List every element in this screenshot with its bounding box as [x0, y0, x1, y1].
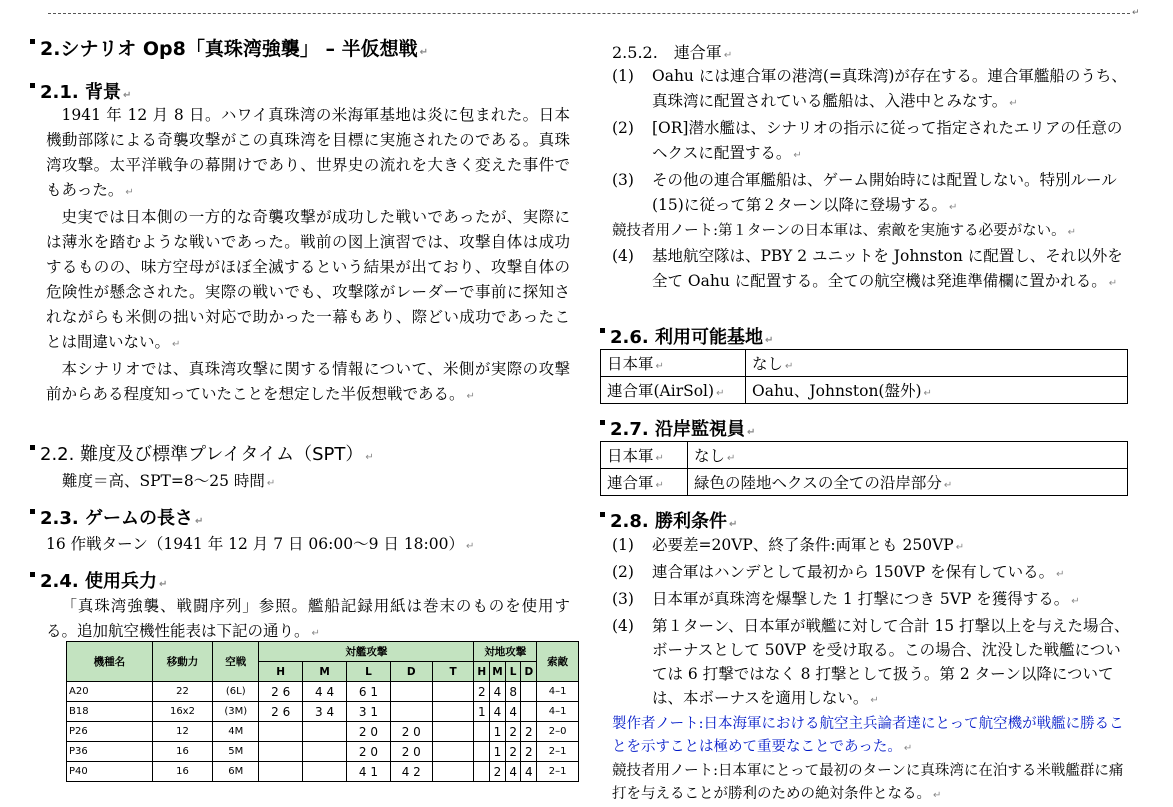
header-recon: 索敵: [537, 642, 579, 682]
cell-naval-m: 3 4: [303, 702, 347, 722]
header-ground-h: H: [474, 662, 490, 682]
cell-naval-h: [259, 722, 303, 742]
cell-recon: 2–1: [537, 762, 579, 782]
cell-ground-d: [521, 702, 537, 722]
cell-name: B18: [67, 702, 153, 722]
list-item: (3) 日本軍が真珠湾を爆撃した 1 打撃につき 5VP を獲得する。 ↵: [612, 590, 1080, 608]
cell-ground-m: 1: [490, 722, 506, 742]
top-rule: [48, 13, 1130, 14]
section-2-4-heading: 2.4. 使用兵力 ↵: [30, 567, 167, 593]
header-range: 空戦: [213, 642, 259, 682]
cell-ground-d: 2: [521, 742, 537, 762]
cell-naval-m: [303, 722, 347, 742]
side-cell: 日本軍 ↵: [601, 350, 746, 377]
cell-range: 6M: [213, 762, 259, 782]
cell-naval-t: [432, 762, 474, 782]
cell-ground-h: 2: [474, 682, 490, 702]
coastwatchers-table: [600, 441, 1128, 496]
cell-ground-l: 4: [505, 702, 521, 722]
background-paragraph: 本シナリオでは、真珠湾攻撃に関する情報について、米側が実際の攻撃前からある程度知っていたことを想定した半仮想戦である。 ↵: [46, 360, 570, 403]
table-row: [67, 682, 579, 702]
background-paragraph: 1941 年 12 月 8 日。ハワイ真珠湾の米海軍基地は炎に包まれた。日本機動部隊による奇襲攻撃がこの真珠湾を目標に実施されたのである。真珠湾攻撃。太平洋戦争の幕開けであり、世界史の流れを大きく変えた事件でもあった。 ↵: [46, 106, 570, 199]
list-item: (1) Oahu には連合軍の港湾(=真珠湾)が存在する。連合軍艦船のうち、真珠湾に配置されている艦船は、入港中とみなす。 ↵: [612, 67, 1127, 110]
section-2-2-heading: 2.2. 難度及び標準プレイタイム（SPT） ↵: [30, 440, 374, 466]
header-ground-d: D: [521, 662, 537, 682]
header-naval-h: H: [259, 662, 303, 682]
header-ground: 対地攻撃: [474, 642, 537, 662]
section-2-6-heading: 2.6. 利用可能基地 ↵: [600, 323, 773, 349]
game-length-text: 16 作戦ターン（1941 年 12 月 7 日 06:00～9 日 18:00） ↵: [46, 535, 475, 553]
cell-move: 16: [152, 742, 213, 762]
cell-ground-h: [474, 762, 490, 782]
table-row: [601, 350, 1128, 377]
table-header-row: [67, 642, 579, 662]
aircraft-table: [66, 641, 579, 782]
bases-table: [600, 349, 1128, 404]
value-cell: なし ↵: [746, 350, 1128, 377]
cell-naval-h: 2 6: [259, 682, 303, 702]
table-row: [67, 702, 579, 722]
cell-range: 5M: [213, 742, 259, 762]
header-naval-t: T: [432, 662, 474, 682]
cell-ground-m: 4: [490, 702, 506, 722]
list-item: (4) 基地航空隊は、PBY 2 ユニットを Johnston に配置し、それ以外を全て Oahu に配置する。全ての航空機は発進準備欄に置かれる。 ↵: [612, 247, 1123, 290]
list-item: (2) 連合軍はハンデとして最初から 150VP を保有している。 ↵: [612, 563, 1065, 581]
value-cell: 緑色の陸地ヘクスの全ての沿岸部分 ↵: [688, 469, 1128, 496]
cell-naval-m: [303, 742, 347, 762]
cell-naval-h: [259, 742, 303, 762]
cell-ground-d: [521, 682, 537, 702]
cell-naval-d: 2 0: [390, 722, 432, 742]
cell-range: (6L): [213, 682, 259, 702]
cell-name: P40: [67, 762, 153, 782]
cell-name: P26: [67, 722, 153, 742]
table-row: [67, 722, 579, 742]
section-2-5-2-heading: 2.5.2. 連合軍 ↵: [612, 43, 733, 62]
cell-naval-l: 2 0: [346, 742, 390, 762]
cell-naval-l: 3 1: [346, 702, 390, 722]
header-move: 移動力: [152, 642, 213, 682]
header-naval-l: L: [346, 662, 390, 682]
cell-range: 4M: [213, 722, 259, 742]
player-note: 競技者用ノート:第１ターンの日本軍は、索敵を実施する必要がない。 ↵: [612, 223, 1077, 239]
section-2-8-heading: 2.8. 勝利条件 ↵: [600, 507, 737, 533]
cell-naval-m: 4 4: [303, 682, 347, 702]
table-row: [67, 742, 579, 762]
cell-naval-h: 2 6: [259, 702, 303, 722]
cell-recon: 4–1: [537, 702, 579, 722]
forces-text: 「真珠湾強襲、戦闘序列」参照。艦船記録用紙は巻末のものを使用する。追加航空機性能表は下記の通り。 ↵: [46, 597, 570, 640]
section-2-1-heading: 2.1. 背景 ↵: [30, 78, 131, 104]
cell-move: 22: [152, 682, 213, 702]
cell-naval-l: 2 0: [346, 722, 390, 742]
cell-ground-l: 4: [505, 762, 521, 782]
paragraph-mark: ↵: [1132, 8, 1140, 18]
header-naval: 対艦攻撃: [259, 642, 474, 662]
cell-ground-l: 8: [505, 682, 521, 702]
side-cell: 連合軍(AirSol) ↵: [601, 377, 746, 404]
cell-range: (3M): [213, 702, 259, 722]
cell-naval-t: [432, 742, 474, 762]
cell-naval-m: [303, 762, 347, 782]
cell-ground-h: 1: [474, 702, 490, 722]
scenario-title: 2.シナリオ Op8「真珠湾強襲」 – 半仮想戦 ↵: [30, 34, 428, 61]
cell-naval-d: 2 0: [390, 742, 432, 762]
cell-ground-l: 2: [505, 722, 521, 742]
cell-naval-t: [432, 702, 474, 722]
cell-naval-d: [390, 682, 432, 702]
cell-naval-d: [390, 702, 432, 722]
cell-recon: 2–0: [537, 722, 579, 742]
value-cell: なし ↵: [688, 442, 1128, 469]
table-row: [601, 442, 1128, 469]
cell-move: 12: [152, 722, 213, 742]
designer-note: 製作者ノート:日本海軍における航空主兵論者達にとって航空機が戦艦に勝ることを示すことは極めて重要なことであった。 ↵: [612, 716, 1124, 755]
cell-ground-m: 1: [490, 742, 506, 762]
cell-move: 16x2: [152, 702, 213, 722]
cell-naval-h: [259, 762, 303, 782]
list-item: (2) [OR]潜水艦は、シナリオの指示に従って指定されたエリアの任意のヘクスに配置する。 ↵: [612, 119, 1123, 162]
allied-setup-list: [612, 64, 1136, 296]
cell-name: A20: [67, 682, 153, 702]
background-paragraph: 史実では日本側の一方的な奇襲攻撃が成功した戦いであったが、実際には薄氷を踏むような戦いであった。戦前の図上演習では、攻撃自体は成功するものの、味方空母がほぼ全滅するという結果が出ており、攻撃自体の危険性が懸念された。実際の戦いでも、攻撃隊がレーダーで事前に探知されながらも米側の拙い対応で助かった一幕もあり、際どい成功であったことは間違いない。 ↵: [46, 208, 570, 351]
cell-ground-m: 4: [490, 682, 506, 702]
section-2-3-heading: 2.3. ゲームの長さ ↵: [30, 504, 203, 530]
header-naval-m: M: [303, 662, 347, 682]
header-naval-d: D: [390, 662, 432, 682]
table-row: [601, 469, 1128, 496]
cell-ground-d: 2: [521, 722, 537, 742]
cell-naval-l: 6 1: [346, 682, 390, 702]
cell-name: P36: [67, 742, 153, 762]
cell-ground-m: 2: [490, 762, 506, 782]
cell-ground-h: [474, 722, 490, 742]
cell-naval-t: [432, 682, 474, 702]
header-name: 機種名: [67, 642, 153, 682]
difficulty-text: 難度＝高、SPT=8～25 時間 ↵: [62, 472, 276, 490]
list-item: (4) 第１ターン、日本軍が戦艦に対して合計 15 打撃以上を与えた場合、ボーナスとして 50VP を受け取る。この場合、沈没した戦艦については 6 打撃ではなく 8 打撃として扱う。第 2 ターン以降については、本ボーナスを適用しない。 ↵: [612, 617, 1130, 707]
section-2-7-heading: 2.7. 沿岸監視員 ↵: [600, 415, 755, 441]
list-item: (3) その他の連合軍艦船は、ゲーム開始時には配置しない。特別ルール(15)に従って第２ターン以降に登場する。 ↵: [612, 171, 1117, 214]
header-ground-m: M: [490, 662, 506, 682]
victory-conditions-list: [612, 533, 1136, 807]
cell-naval-t: [432, 722, 474, 742]
cell-ground-d: 4: [521, 762, 537, 782]
cell-ground-l: 2: [505, 742, 521, 762]
player-note: 競技者用ノート:日本軍にとって最初のターンに真珠湾に在泊する米戦艦群に痛打を与えることが勝利のための絶対条件となる。 ↵: [612, 763, 1124, 802]
value-cell: Oahu、Johnston(盤外) ↵: [746, 377, 1128, 404]
side-cell: 日本軍 ↵: [601, 442, 688, 469]
side-cell: 連合軍 ↵: [601, 469, 688, 496]
cell-recon: 2–1: [537, 742, 579, 762]
cell-recon: 4–1: [537, 682, 579, 702]
header-ground-l: L: [505, 662, 521, 682]
cell-naval-d: 4 2: [390, 762, 432, 782]
list-item: (1) 必要差=20VP、終了条件:両軍とも 250VP ↵: [612, 536, 965, 554]
background-text: [46, 103, 570, 409]
table-row: [601, 377, 1128, 404]
cell-ground-h: [474, 742, 490, 762]
cell-move: 16: [152, 762, 213, 782]
table-row: [67, 762, 579, 782]
cell-naval-l: 4 1: [346, 762, 390, 782]
